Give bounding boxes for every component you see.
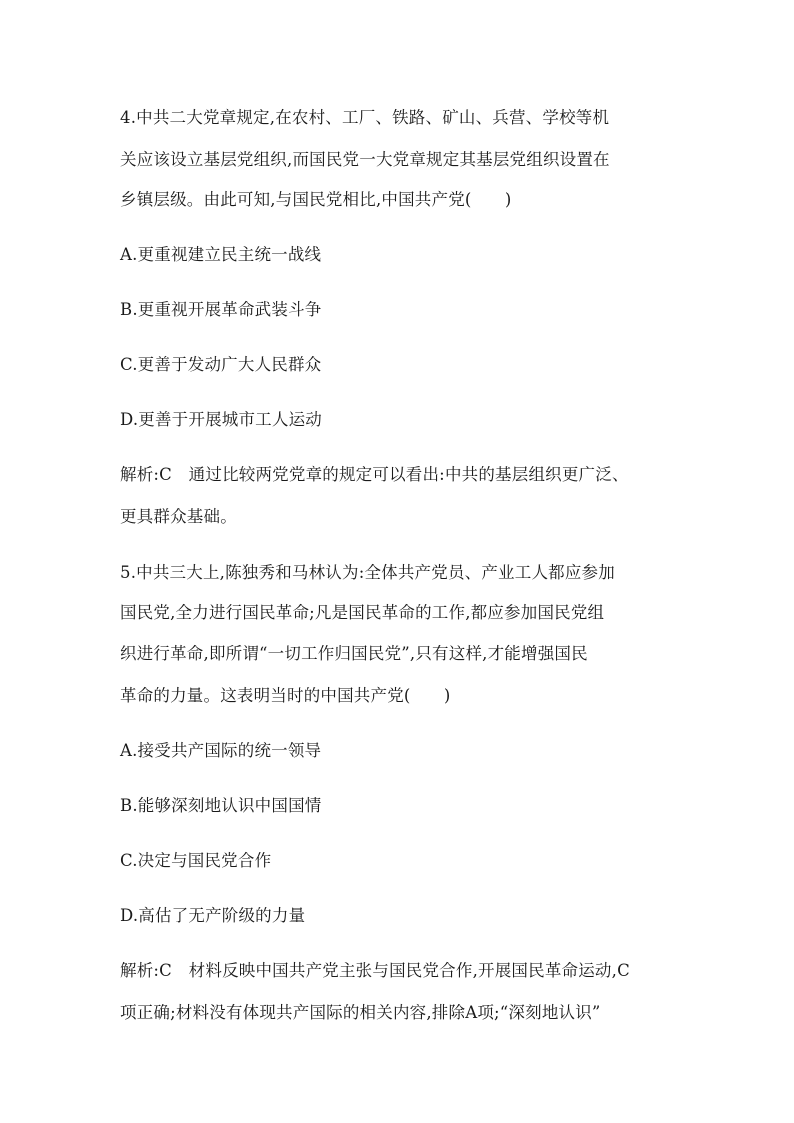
q5-option-d: D.高估了无产阶级的力量 [120, 906, 306, 925]
q4-option-a: A.更重视建立民主统一战线 [120, 245, 322, 264]
q5-analysis-line-1: 解析:C 材料反映中国共产党主张与国民党合作,开展国民革命运动,C [120, 961, 630, 980]
q4-option-d: D.更善于开展城市工人运动 [120, 410, 322, 429]
q4-option-b: B.更重视开展革命武装斗争 [120, 300, 322, 319]
q4-option-c: C.更善于发动广大人民群众 [120, 355, 322, 374]
q5-stem-line-4: 革命的力量。这表明当时的中国共产党( ) [120, 686, 451, 705]
q5-option-b: B.能够深刻地认识中国国情 [120, 796, 322, 815]
q4-stem-line-2: 关应该设立基层党组织,而国民党一大党章规定其基层党组织设置在 [120, 150, 610, 169]
q5-option-a: A.接受共产国际的统一领导 [120, 741, 322, 760]
q5-stem-line-1: 5.中共三大上,陈独秀和马林认为:全体共产党员、产业工人都应参加 [120, 563, 615, 582]
q5-analysis-line-2: 项正确;材料没有体现共产国际的相关内容,排除A项;“深刻地认识” [120, 1003, 601, 1022]
q5-option-c: C.决定与国民党合作 [120, 851, 272, 870]
q4-analysis-line-2: 更具群众基础。 [120, 507, 237, 526]
q4-analysis-line-1: 解析:C 通过比较两党党章的规定可以看出:中共的基层组织更广泛、 [120, 465, 629, 484]
q5-stem-line-2: 国民党,全力进行国民革命;凡是国民革命的工作,都应参加国民党组 [120, 603, 605, 622]
q4-stem-line-1: 4.中共二大党章规定,在农村、工厂、铁路、矿山、兵营、学校等机 [120, 108, 610, 127]
q4-stem-line-3: 乡镇层级。由此可知,与国民党相比,中国共产党( ) [120, 190, 512, 209]
q5-stem-line-3: 织进行革命,即所谓“一切工作归国民党”,只有这样,才能增强国民 [120, 644, 588, 663]
